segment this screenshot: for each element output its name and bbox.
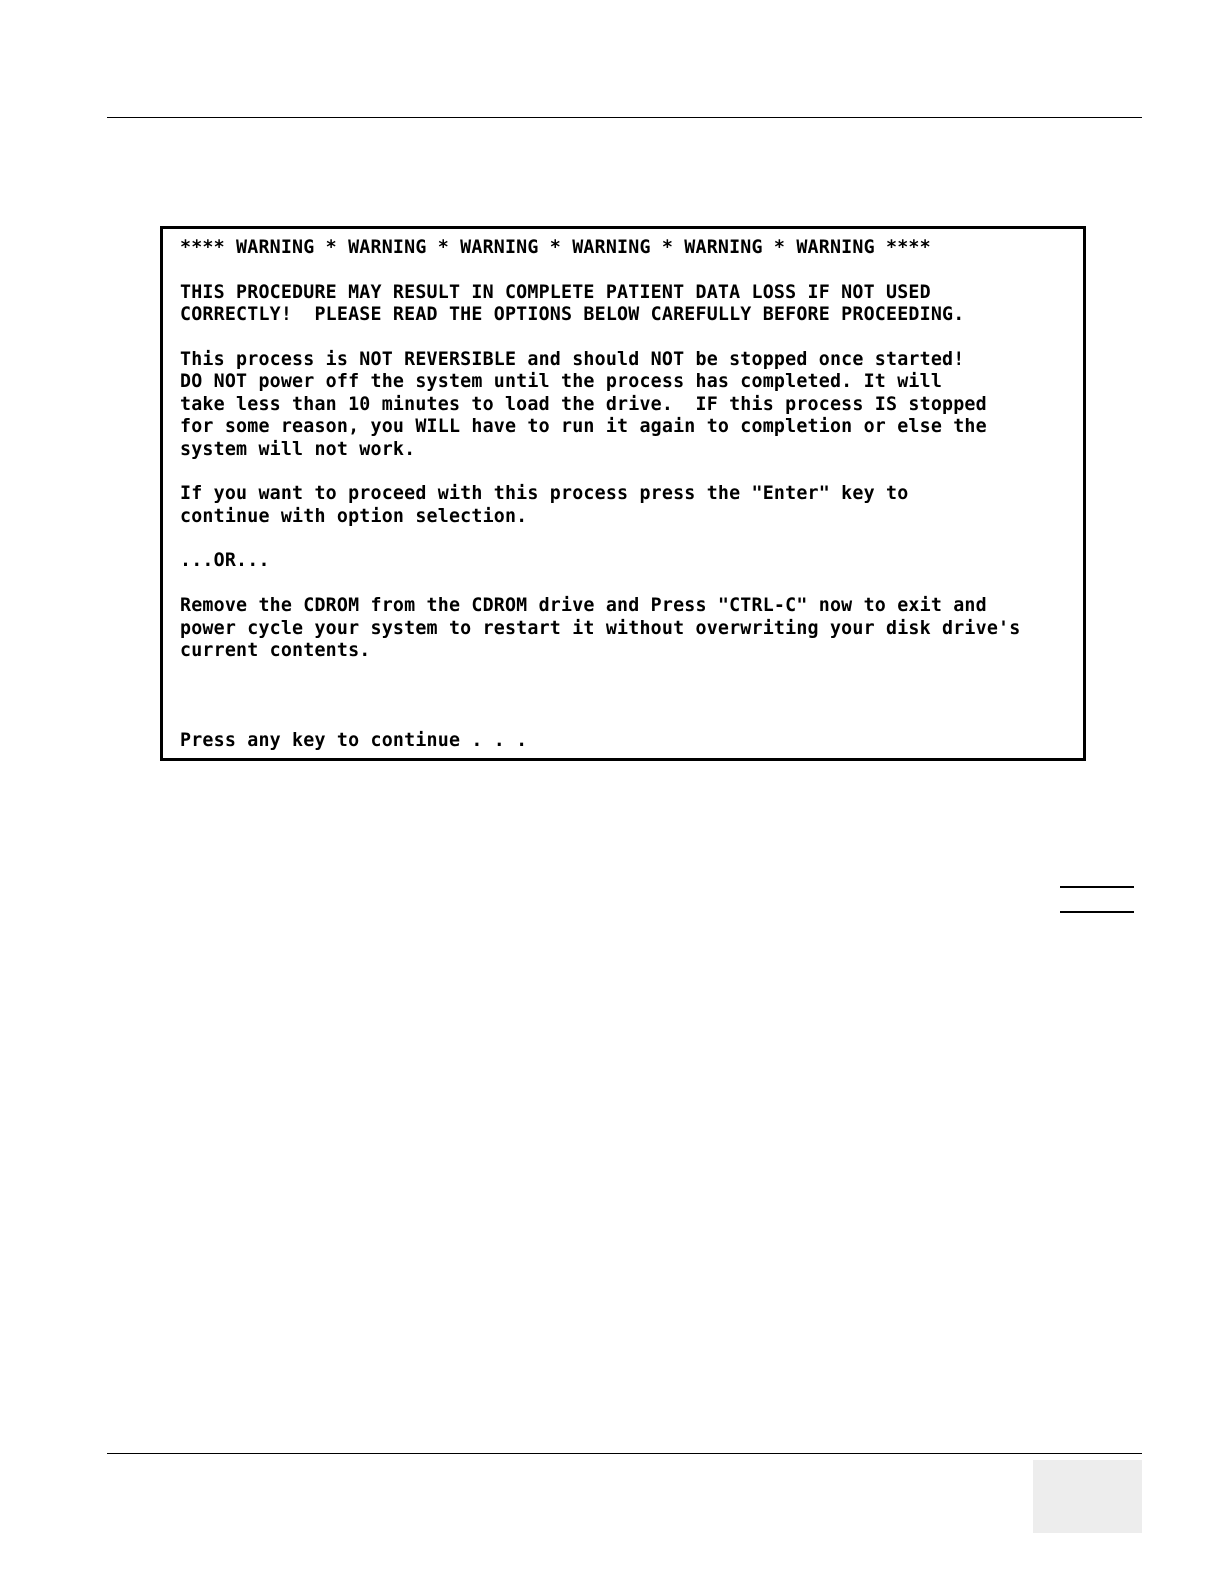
page-number-tab xyxy=(1033,1460,1142,1533)
remove-line: Remove the CDROM from the CDROM drive and Press "CTRL-C" now to exit and xyxy=(180,595,987,617)
console-text xyxy=(180,237,1080,752)
proceed-line: If you want to proceed with this process press the "Enter" key to xyxy=(180,483,909,505)
process-line: take less than 10 minutes to load the drive. IF this process IS stopped xyxy=(180,393,987,415)
blank-line xyxy=(180,461,1080,483)
process-line: This process is NOT REVERSIBLE and should NOT be stopped once started! xyxy=(180,348,965,370)
caution-line: CORRECTLY! PLEASE READ THE OPTIONS BELOW CAREFULLY BEFORE PROCEEDING. xyxy=(180,304,965,326)
remove-line: power cycle your system to restart it without overwriting your disk drive's xyxy=(180,617,1021,639)
remove-line: current contents. xyxy=(180,640,371,662)
process-line: system will not work. xyxy=(180,438,416,460)
or-separator: ...OR... xyxy=(180,550,270,572)
continue-prompt: Press any key to continue . . . xyxy=(180,729,528,751)
blank-line xyxy=(180,573,1080,595)
blank-lines xyxy=(180,662,1080,729)
blank-line xyxy=(180,528,1080,550)
margin-mark xyxy=(1060,911,1134,913)
process-line: for some reason, you WILL have to run it again to completion or else the xyxy=(180,416,987,438)
console-screenshot xyxy=(160,226,1086,761)
footer-rule xyxy=(107,1453,1142,1454)
process-line: DO NOT power off the system until the process has completed. It will xyxy=(180,371,943,393)
blank-line xyxy=(180,327,1080,349)
header-rule xyxy=(107,117,1142,118)
margin-mark xyxy=(1060,886,1134,888)
caution-line: THIS PROCEDURE MAY RESULT IN COMPLETE PATIENT DATA LOSS IF NOT USED xyxy=(180,281,931,303)
warning-banner: **** WARNING * WARNING * WARNING * WARNING * WARNING * WARNING **** xyxy=(180,237,931,258)
blank-line xyxy=(180,259,1080,281)
proceed-line: continue with option selection. xyxy=(180,505,528,527)
